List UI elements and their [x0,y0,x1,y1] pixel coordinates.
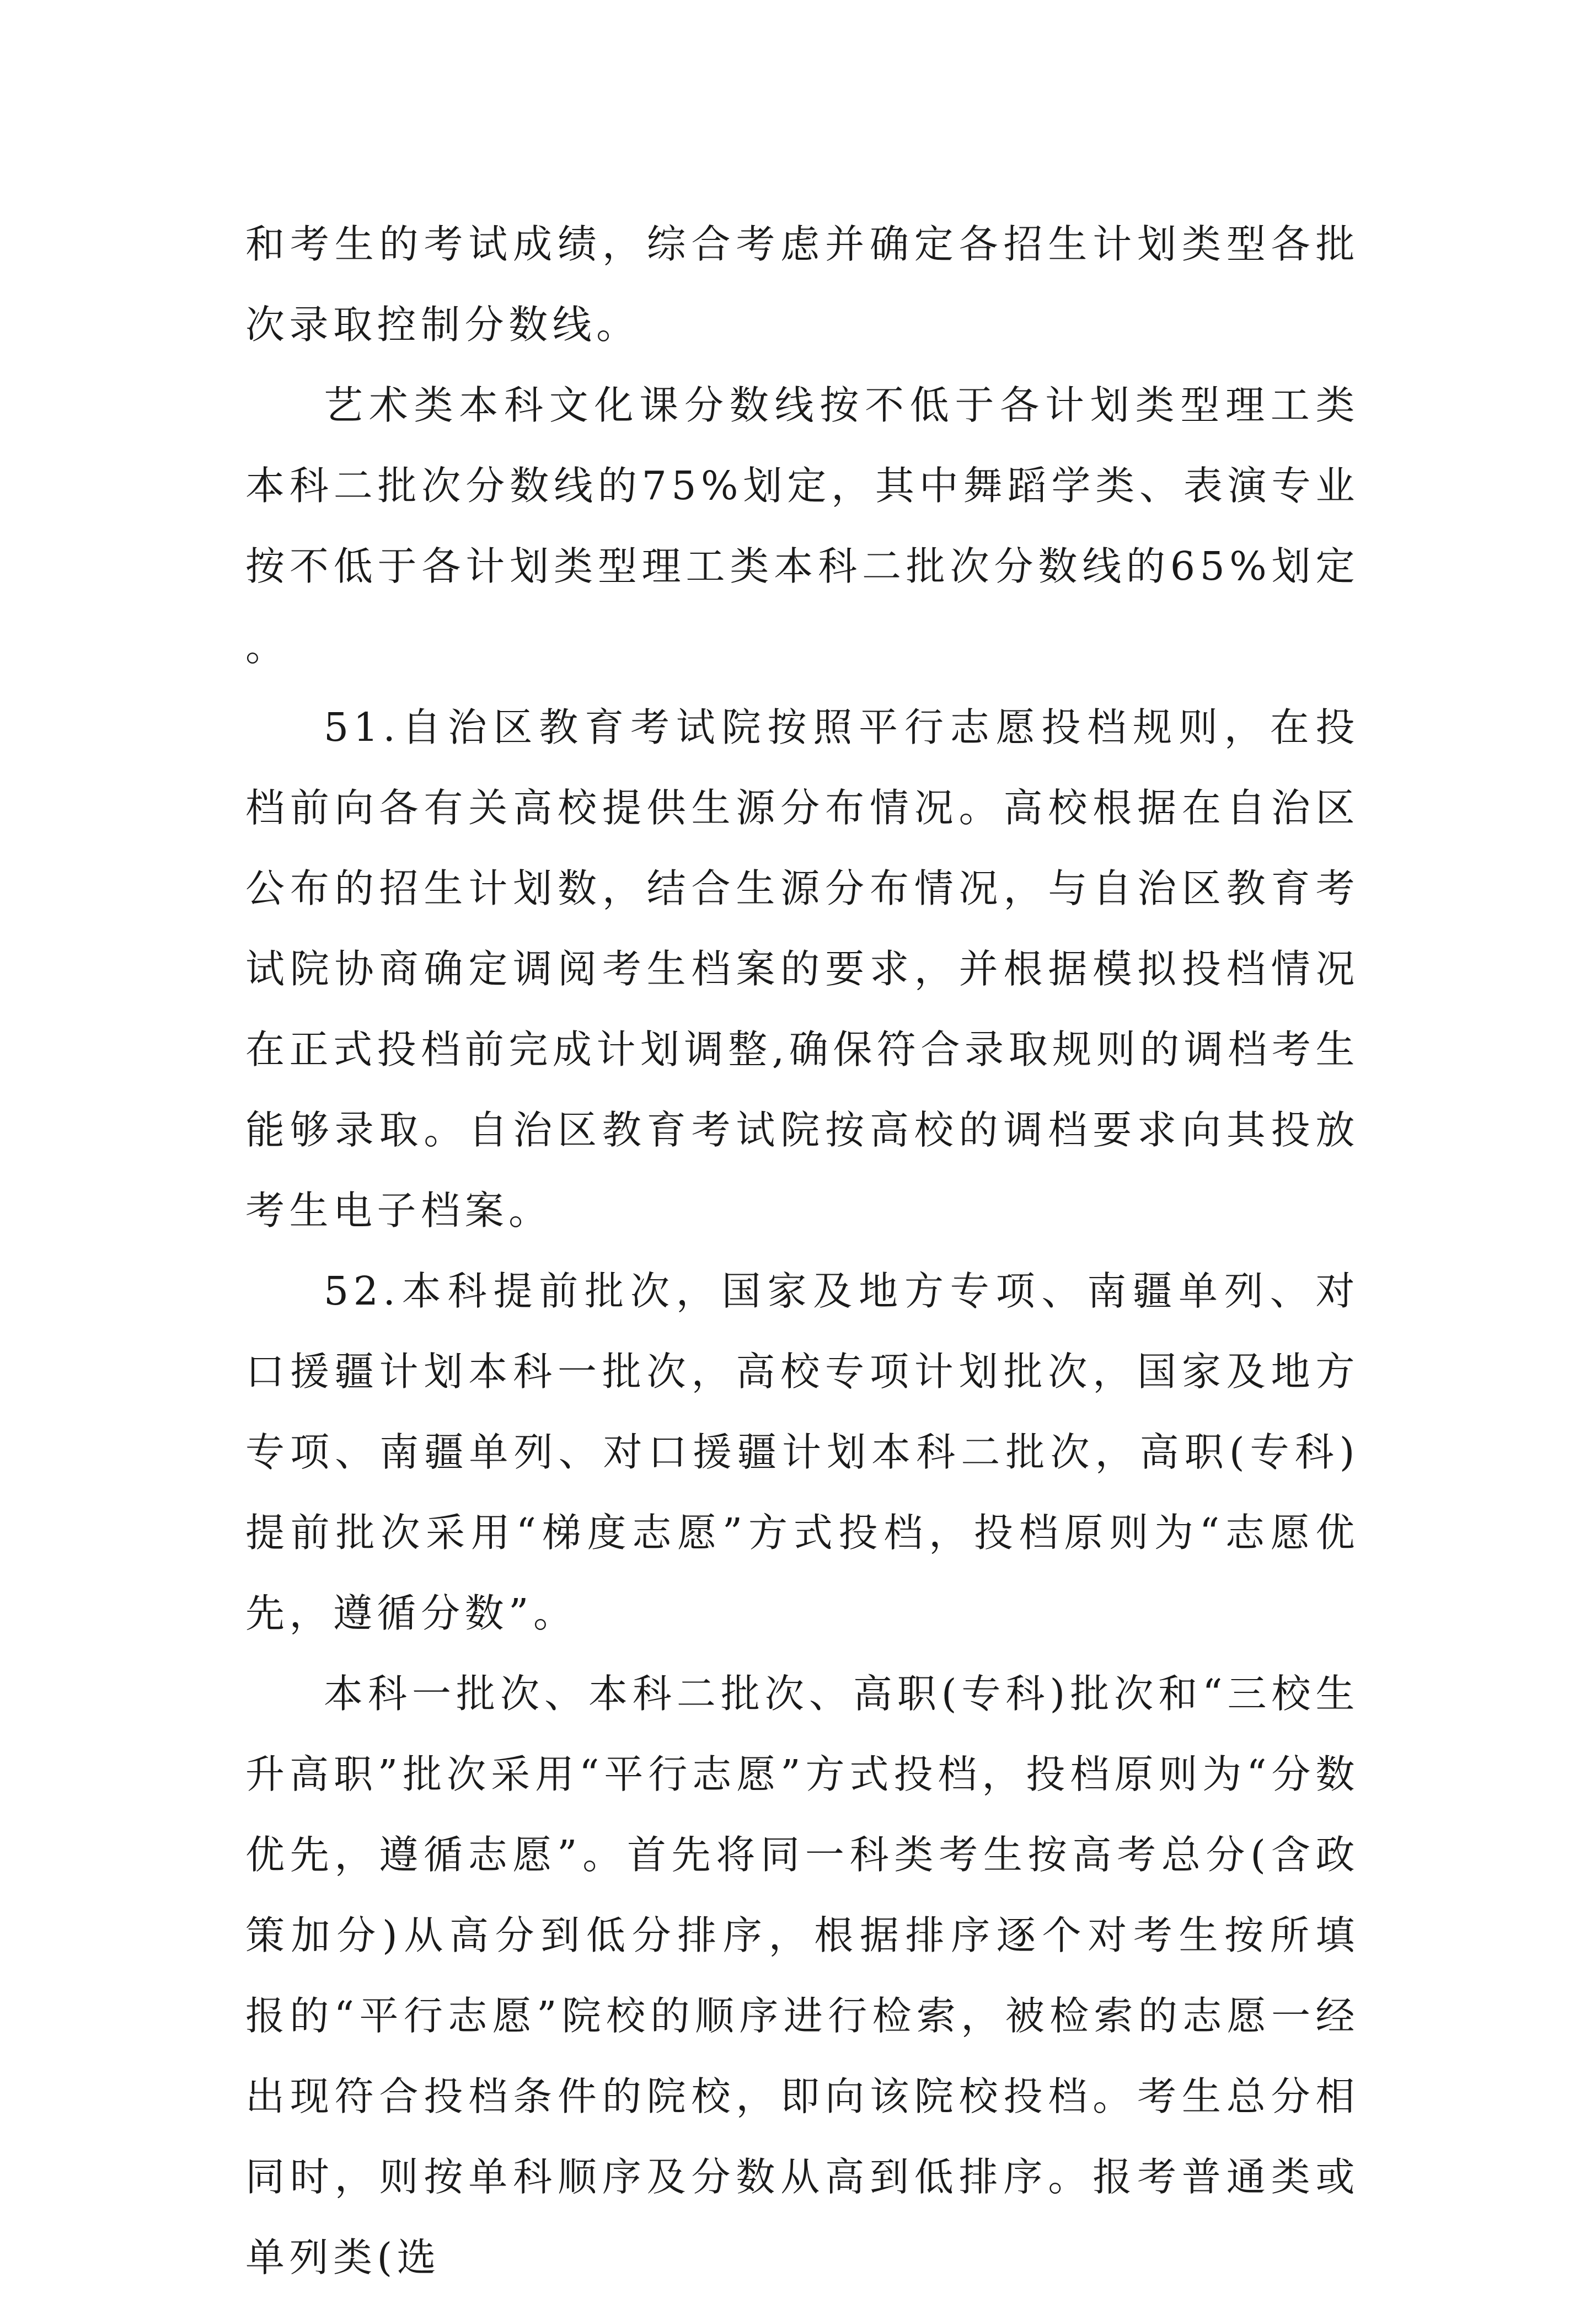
paragraph-art-cutoff: 艺术类本科文化课分数线按不低于各计划类型理工类本科二批次分数线的75%划定，其中舞蹈学类、表演专业按不低于各计划类型理工类本科二批次分数线的65%划定。 [245,382,1359,670]
paragraph-clause-52: 52.本科提前批次，国家及地方专项、南疆单列、对口援疆计划本科一批次，高校专项计划批次，国家及地方专项、南疆单列、对口援疆计划本科二批次，高职(专科)提前批次采用“梯度志愿”方式投档，投档原则为“志愿优先，遵循分数”。 [245,1268,1359,1636]
document-body [245,204,1359,2298]
paragraph-clause-51: 51.自治区教育考试院按照平行志愿投档规则，在投档前向各有关高校提供生源分布情况。高校根据在自治区公布的招生计划数，结合生源分布情况，与自治区教育考试院协商确定调阅考生档案的要求，并根据模拟投档情况在正式投档前完成计划调整,确保符合录取规则的调档考生能够录取。自治区教育考试院按高校的调档要求向其投放考生电子档案。 [245,704,1359,1233]
paragraph-parallel-volunteer: 本科一批次、本科二批次、高职(专科)批次和“三校生升高职”批次采用“平行志愿”方式投档，投档原则为“分数优先，遵循志愿”。首先将同一科类考生按高考总分(含政策加分)从高分到低分排序，根据排序逐个对考生按所填报的“平行志愿”院校的顺序进行检索，被检索的志愿一经出现符合投档条件的院校，即向该院校投档。考生总分相同时，则按单科顺序及分数从高到低排序。报考普通类或单列类(选 [245,1671,1359,2280]
paragraph-score-line-continuation: 和考生的考试成绩，综合考虑并确定各招生计划类型各批次录取控制分数线。 [245,221,1359,348]
